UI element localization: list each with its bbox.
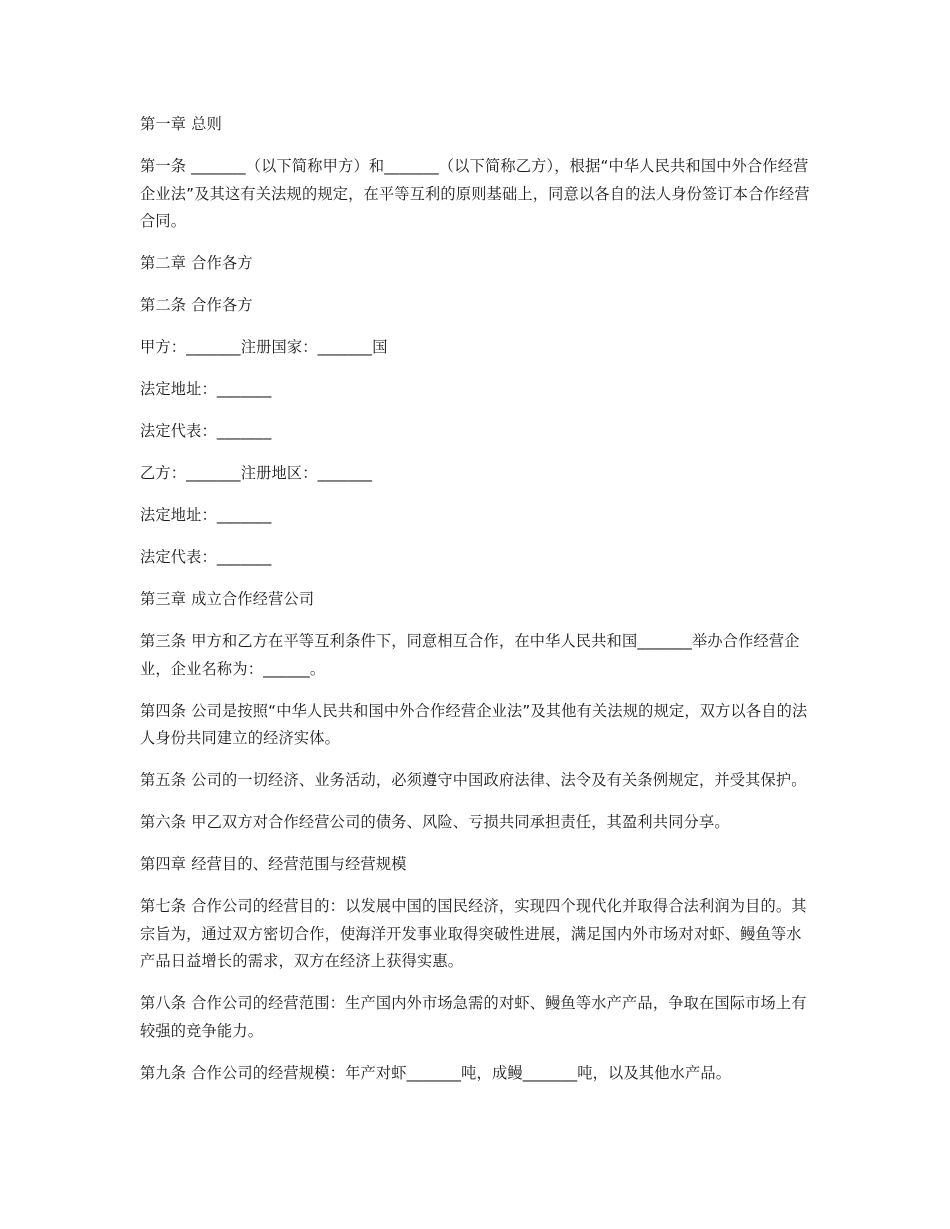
article-6: 第六条 甲乙双方对合作经营公司的债务、风险、亏损共同承担责任，其盈利共同分享。 <box>140 813 730 831</box>
chapter-4-heading: 第四章 经营目的、经营范围与经营规模 <box>140 855 407 873</box>
chapter-1-heading: 第一章 总则 <box>140 115 222 133</box>
party-a-representative: 法定代表：_______ <box>140 422 272 440</box>
party-b-line: 乙方：_______注册地区：_______ <box>140 464 373 482</box>
article-1: 第一条 _______（以下简称甲方）和_______（以下简称乙方），根据“中华人民共和国中外合作经营企业法”及其这有关法规的规定，在平等互利的原则基础上，同意以各自的法人身份签订本合作经营合同。 <box>140 157 810 230</box>
party-b-address: 法定地址：_______ <box>140 506 272 524</box>
party-a-line: 甲方：_______注册国家：_______国 <box>140 338 388 356</box>
chapter-2-heading: 第二章 合作各方 <box>140 254 253 272</box>
article-3: 第三条 甲方和乙方在平等互利条件下，同意相互合作，在中华人民共和国_______举办合作经营企业，企业名称为：______。 <box>140 632 800 678</box>
article-7: 第七条 合作公司的经营目的：以发展中国的国民经济，实现四个现代化并取得合法利润为目的。其宗旨为，通过双方密切合作，使海洋开发事业取得突破性进展，满足国内外市场对对虾、鳗鱼等水产品日益增长的需求，双方在经济上获得实惠。 <box>140 897 807 970</box>
article-8: 第八条 合作公司的经营范围：生产国内外市场急需的对虾、鳗鱼等水产产品，争取在国际市场上有较强的竞争能力。 <box>140 994 807 1040</box>
party-b-representative: 法定代表：_______ <box>140 548 272 566</box>
document-body <box>140 111 812 1102</box>
article-5: 第五条 公司的一切经济、业务活动，必须遵守中国政府法律、法令及有关条例规定，并受其保护。 <box>140 771 807 789</box>
chapter-3-heading: 第三章 成立合作经营公司 <box>140 590 315 608</box>
article-4: 第四条 公司是按照“中华人民共和国中外合作经营企业法”及其他有关法规的规定，双方以各自的法人身份共同建立的经济实体。 <box>140 701 808 747</box>
article-9: 第九条 合作公司的经营规模：年产对虾_______吨，成鳗_______吨，以及其他水产品。 <box>140 1063 732 1082</box>
article-2: 第二条 合作各方 <box>140 296 253 314</box>
party-a-address: 法定地址：_______ <box>140 380 272 398</box>
